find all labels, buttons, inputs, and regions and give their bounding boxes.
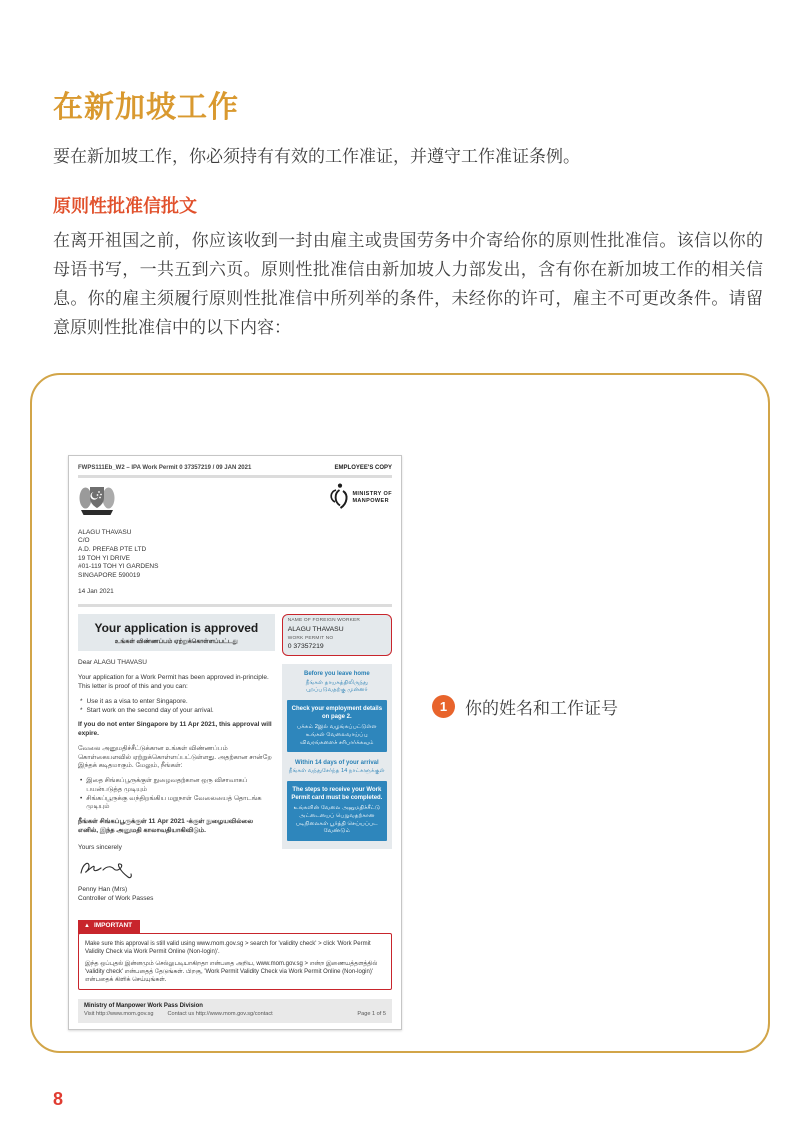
warning-icon: ▲	[84, 923, 90, 930]
bullet-list	[80, 698, 275, 716]
section-heading: 原则性批准信批文	[53, 196, 197, 216]
callout-1	[432, 694, 618, 719]
worker-info-box	[282, 614, 392, 656]
sidebar-heading-2-tamil: நீங்கள் வந்துசேர்ந்த 14 நாட்களுக்குள்	[288, 768, 385, 775]
signer-name: Penny Han (Mrs)	[78, 886, 128, 894]
sidebar-box-1-tamil: பக்கம் 2இல் வழங்கப்பட்டுள்ள உங்கள் வேலைவாய்ப்பு விவரங்களைச் சரிபார்க்கவும்	[297, 724, 377, 746]
permit-no: 0 37357219	[287, 643, 324, 651]
footer-division: Ministry of Manpower Work Pass Division	[84, 1003, 203, 1010]
bullet-item: * Start work on the second day of your arrival.	[86, 706, 214, 714]
tamil-bullet-list	[80, 777, 275, 812]
footer-visit: Visit http://www.mom.gov.sg	[84, 1011, 154, 1018]
sidebar-box-1	[287, 700, 387, 752]
body-paragraph: Your application for a Work Permit has been approved in-principle. This letter is proof of this and you can:	[78, 674, 269, 690]
address-line: 19 TOH YI DRIVE	[78, 554, 131, 562]
expiry-notice: If you do not enter Singapore by 11 Apr 2021, this approval will expire.	[78, 721, 272, 738]
address-line: ALAGU THAVASU	[78, 528, 132, 536]
address-line: A.D. PREFAB PTE LTD	[78, 546, 147, 554]
ministry-name-line2: MANPOWER	[352, 497, 389, 504]
letter-header	[78, 464, 392, 472]
tamil-bullet-item: • சிங்கப்பூருக்கு வந்திறங்கிய மறுநாள் வேலையைத் தொடங்க முடியும்	[86, 794, 262, 811]
address-line: SINGAPORE 590019	[78, 571, 141, 579]
important-label: IMPORTANT	[93, 922, 133, 930]
approved-title: Your application is approved	[94, 621, 259, 636]
address-line: #01-119 TOH YI GARDENS	[78, 563, 159, 571]
tamil-bullet-item: • இதை சிங்கப்பூருக்குள் நுழைவதற்கான ஒரு விசாவாகப் பயன்படுத்த முடியும்	[86, 777, 248, 793]
important-badge	[78, 920, 140, 934]
ipa-letter	[68, 455, 402, 1030]
salutation: Dear ALAGU THAVASU	[78, 659, 147, 667]
important-box	[78, 933, 392, 990]
sidebar-heading-1-tamil: நீங்கள் தாயகத்திலிருந்து புறப்படுவதற்கு முன்னர்	[305, 679, 368, 694]
intro-paragraph: 要在新加坡工作，你必须持有有效的工作准证，并遵守工作准证条例。	[53, 147, 580, 166]
state-crest-icon	[78, 483, 116, 523]
page-title: 在新加坡工作	[53, 91, 239, 124]
sidebar-box-2-text: The steps to receive your Work Permit card must be completed.	[291, 786, 383, 802]
approved-banner	[78, 614, 275, 651]
mom-logo-icon	[327, 483, 349, 513]
callout-1-badge: 1	[432, 695, 455, 718]
sidebar-heading-2: Within 14 days of your arrival	[295, 760, 379, 767]
important-text-en: Make sure this approval is still valid using www.mom.gov.sg > search for 'validity check' > click 'Work Permit Validity Check via Work Permit Online (Non-login)'.	[85, 940, 371, 955]
important-text-tamil: இந்த ஒப்புதல் இன்னமும் செல்லுபடியாகிறதா என்பதை அறிய, www.mom.gov.sg > என்ற இணையத்தளத்தில் 'validity check' என்பதைத் தேடுங்கள். பிறகு, 'Work Permit Validity Check via Work Permit Online (Non-login)' என்பதைக் கிளிக் செய்யுங்கள்.	[85, 960, 378, 983]
section-paragraph: 在离开祖国之前，你应该收到一封由雇主或贵国劳务中介寄给你的原则性批准信。该信以你的母语书写，一共五到六页。原则性批准信由新加坡人力部发出，含有你在新加坡工作的相关信息。你的雇主须履行原则性批准信中所列举的条件，未经你的许可，雇主不可更改条件。请留意原则性批准信中的以下内容：	[53, 231, 763, 337]
ministry-name-line1: MINISTRY OF	[352, 491, 392, 498]
page-number: 8	[53, 1089, 64, 1109]
worker-name-label: NAME OF FOREIGN WORKER	[287, 618, 361, 624]
bullet-item: * Use it as a visa to enter Singapore.	[86, 697, 188, 705]
address-line: C/O	[78, 537, 90, 545]
signer-title: Controller of Work Passes	[78, 895, 154, 903]
worker-name: ALAGU THAVASU	[287, 625, 344, 633]
approved-title-tamil: உங்கள் விண்ணப்பம் ஏற்றுக்கொள்ளப்பட்டது	[114, 639, 238, 646]
tamil-paragraph: வேலை அனுமதிச்சீட்டுக்கான உங்கள் விண்ணப்பம் கொள்கையளவில் ஏற்றுக்கொள்ளப்பட்டுள்ளது. அதற்கான சான்றே இந்தக் கடிதமாகும். மேலும், நீங்கள்:	[78, 744, 272, 770]
footer-contact: Contact us http://www.mom.gov.sg/contact	[167, 1011, 273, 1018]
address-block	[78, 529, 392, 581]
letter-date: 14 Jan 2021	[78, 588, 114, 596]
sidebar-heading-1: Before you leave home	[304, 671, 370, 678]
callout-1-label: 你的姓名和工作证号	[465, 699, 618, 718]
signature-image	[78, 858, 275, 884]
letter-footer	[78, 999, 392, 1023]
letter-ref-line: FWPS111Eb_W2 – IPA Work Permit 0 37357219 / 09 JAN 2021	[78, 465, 252, 471]
date-divider	[78, 604, 392, 607]
permit-no-label: WORK PERMIT NO	[287, 635, 334, 641]
sidebar-panel	[282, 664, 392, 848]
important-section	[78, 920, 392, 990]
ministry-name	[352, 491, 392, 504]
header-divider	[78, 475, 392, 478]
footer-page: Page 1 of 5	[357, 1011, 386, 1018]
closing: Yours sincerely	[78, 843, 122, 851]
sidebar-box-2	[287, 781, 387, 841]
sidebar-box-2-tamil: உங்களின் வேலை அனுமதிச்சீட்டு அட்டையைப் பெறுவதற்கான படிநிலைகள் பூர்த்தி செய்யப்பட வேண்டும்	[293, 805, 381, 835]
tamil-expiry-notice: நீங்கள் சிங்கப்பூருக்குள் 11 Apr 2021 -க்குள் நுழையவில்லை எனில், இந்த அனுமதி காலாவதியாகிவிடும்.	[78, 818, 254, 834]
employees-copy-label: EMPLOYEE'S COPY	[334, 465, 392, 471]
sidebar-box-1-text: Check your employment details on page 2.	[291, 705, 383, 721]
